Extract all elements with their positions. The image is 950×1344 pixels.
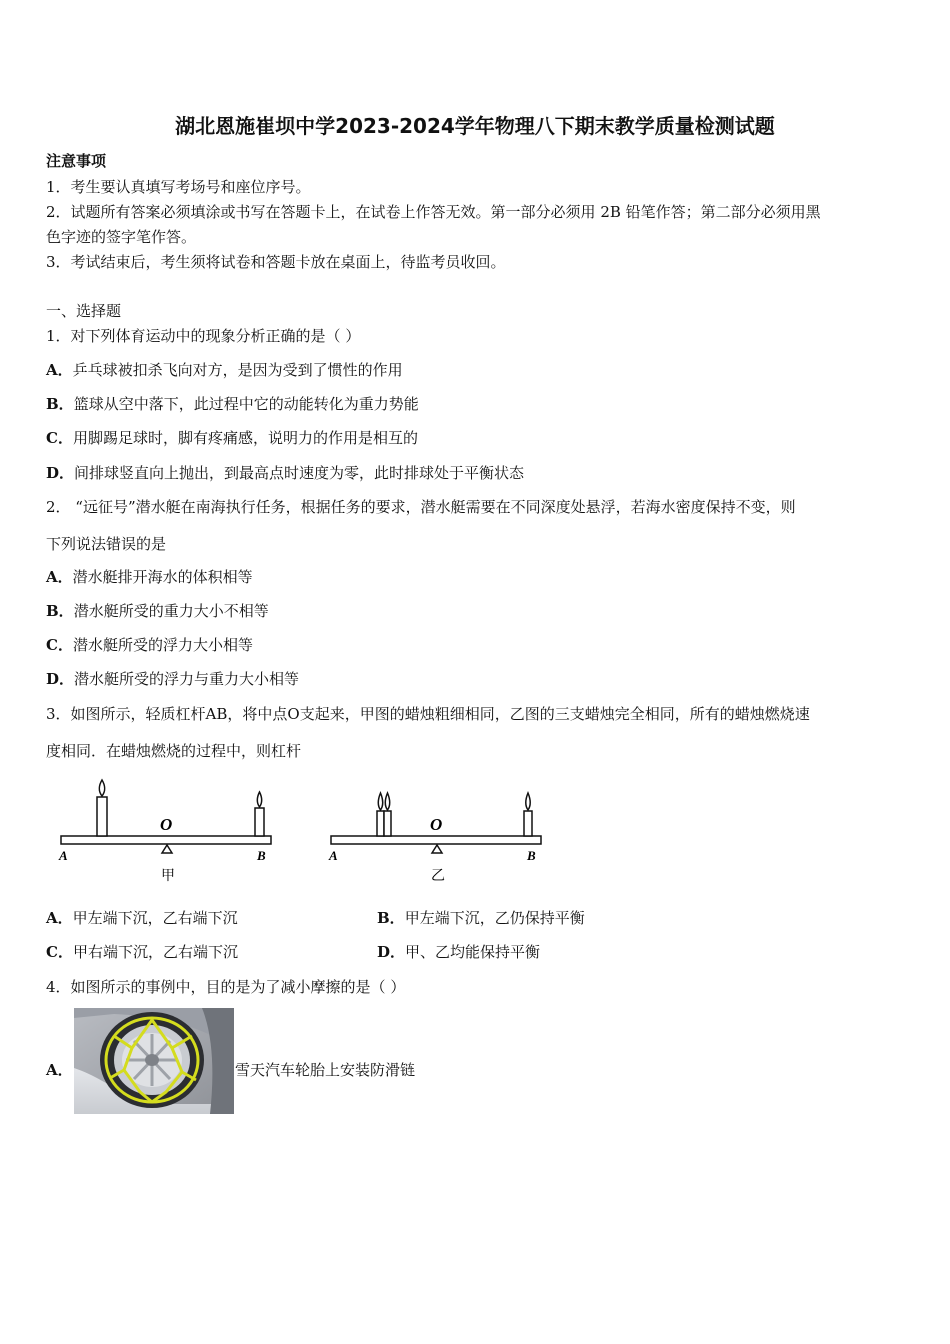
label-a: A xyxy=(59,848,68,863)
candle-left-1 xyxy=(377,811,384,836)
notice-item: 1．考生要认真填写考场号和座位序号。 xyxy=(46,178,311,196)
question-3-option-d: D．甲、乙均能保持平衡 xyxy=(377,943,541,961)
question-3-option-b: B．甲左端下沉，乙仍保持平衡 xyxy=(377,909,585,927)
candle-right xyxy=(524,811,532,836)
lever-figure-yi xyxy=(325,775,555,887)
section-heading: 一、选择题 xyxy=(46,302,122,320)
flame-icon xyxy=(378,793,383,810)
fulcrum-icon xyxy=(162,845,172,853)
notice-item: 2．试题所有答案必须填涂或书写在答题卡上，在试卷上作答无效。第一部分必须用 2B 铅笔作答；第二部分必须用黑 xyxy=(46,203,821,221)
flame-icon xyxy=(526,793,531,810)
question-2-option-c: C．潜水艇所受的浮力大小相等 xyxy=(46,636,253,654)
question-3-option-c: C．甲右端下沉，乙右端下沉 xyxy=(46,943,238,961)
notice-item: 3．考试结束后，考生须将试卷和答题卡放在桌面上，待监考员收回。 xyxy=(46,253,506,271)
flame-icon xyxy=(385,793,390,810)
label-o: O xyxy=(160,815,173,834)
question-4-option-a-key: A． xyxy=(46,1061,73,1079)
figure-caption: 乙 xyxy=(431,868,445,884)
fulcrum-icon xyxy=(432,845,442,853)
label-a: A xyxy=(329,848,338,863)
question-2-option-b: B．潜水艇所受的重力大小不相等 xyxy=(46,602,269,620)
label-b: B xyxy=(257,848,266,863)
notice-item: 色字迹的签字笔作答。 xyxy=(46,228,197,246)
question-1-option-c: C．用脚踢足球时，脚有疼痛感，说明力的作用是相互的 xyxy=(46,429,418,447)
candle-left-2 xyxy=(384,811,391,836)
question-2-option-a: A．潜水艇排开海水的体积相等 xyxy=(46,568,253,586)
flame-icon xyxy=(257,792,262,807)
question-1-option-d: D．间排球竖直向上抛出，到最高点时速度为零，此时排球处于平衡状态 xyxy=(46,464,525,482)
question-4-stem: 4．如图所示的事例中，目的是为了减小摩擦的是（ ） xyxy=(46,978,406,996)
candle-thick-left xyxy=(97,797,107,836)
question-2-stem: 2． “远征号”潜水艇在南海执行任务，根据任务的要求，潜水艇需要在不同深度处悬浮，若海水密度保持不变，则 xyxy=(46,498,796,516)
snow-chain-tire-photo xyxy=(74,1008,234,1114)
question-3-stem-cont: 度相同．在蜡烛燃烧的过程中，则杠杆 xyxy=(46,742,302,760)
exam-title: 湖北恩施崔坝中学2023-2024学年物理八下期末教学质量检测试题 xyxy=(175,114,775,138)
lever-bar xyxy=(61,836,271,844)
question-2-stem-cont: 下列说法错误的是 xyxy=(46,535,167,553)
question-1-option-a: A．乒乓球被扣杀飞向对方，是因为受到了惯性的作用 xyxy=(46,361,403,379)
question-3-stem: 3．如图所示，轻质杠杆AB，将中点O支起来，甲图的蜡烛粗细相同，乙图的三支蜡烛完全相同，所有的蜡烛燃烧速 xyxy=(46,705,810,723)
question-3-option-a: A．甲左端下沉，乙右端下沉 xyxy=(46,909,238,927)
lever-figure-jia xyxy=(55,775,285,887)
notice-heading: 注意事项 xyxy=(46,152,107,170)
flame-icon xyxy=(99,780,104,796)
label-o: O xyxy=(430,815,443,834)
question-1-option-b: B．篮球从空中落下，此过程中它的动能转化为重力势能 xyxy=(46,395,419,413)
question-1-stem: 1．对下列体育运动中的现象分析正确的是（ ） xyxy=(46,327,361,345)
lever-bar xyxy=(331,836,541,844)
candle-right xyxy=(255,808,264,836)
label-b: B xyxy=(527,848,536,863)
figure-caption: 甲 xyxy=(161,868,175,884)
question-4-option-a-text: 雪天汽车轮胎上安装防滑链 xyxy=(235,1061,416,1079)
question-2-option-d: D．潜水艇所受的浮力与重力大小相等 xyxy=(46,670,300,688)
